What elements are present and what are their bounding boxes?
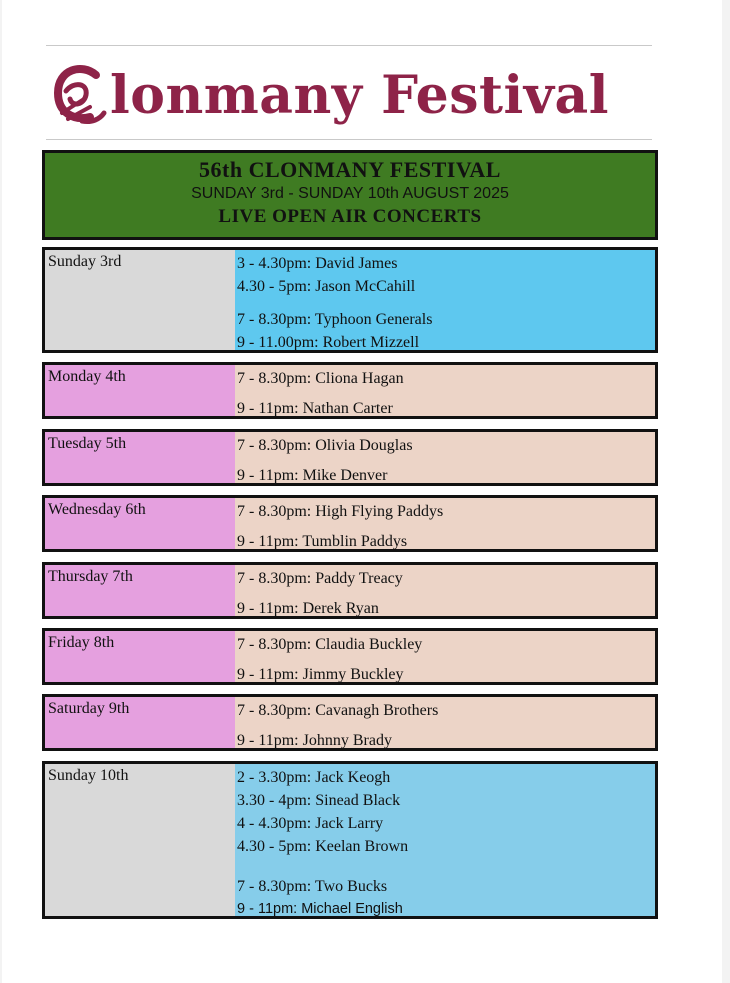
day-row-sunday-3rd bbox=[42, 247, 658, 353]
act-list bbox=[235, 432, 655, 483]
day-name: Tuesday 5th bbox=[45, 432, 235, 483]
act-item: 3 - 4.30pm: David James bbox=[237, 255, 398, 272]
day-name: Thursday 7th bbox=[45, 565, 235, 616]
act-list bbox=[235, 250, 655, 350]
day-name: Saturday 9th bbox=[45, 697, 235, 748]
day-row-sunday-10th bbox=[42, 761, 658, 919]
act-item: 7 - 8.30pm: Olivia Douglas bbox=[237, 437, 413, 454]
top-divider bbox=[46, 45, 652, 46]
banner-subtitle: LIVE OPEN AIR CONCERTS bbox=[218, 206, 482, 227]
act-item: 9 - 11pm: Tumblin Paddys bbox=[237, 533, 408, 550]
act-list bbox=[235, 365, 655, 416]
festival-banner bbox=[42, 150, 658, 240]
day-row-friday-8th bbox=[42, 628, 658, 685]
day-row-saturday-9th bbox=[42, 694, 658, 751]
festival-logo bbox=[52, 58, 652, 134]
act-list bbox=[235, 697, 655, 748]
act-item: 4.30 - 5pm: Jason McCahill bbox=[237, 278, 416, 295]
c-swirl-icon bbox=[52, 61, 114, 131]
act-list bbox=[235, 565, 655, 616]
act-item: 4 - 4.30pm: Jack Larry bbox=[237, 815, 384, 832]
logo-text: lonmany Festival bbox=[110, 65, 609, 126]
banner-title: 56th CLONMANY FESTIVAL bbox=[199, 157, 501, 182]
day-name: Monday 4th bbox=[45, 365, 235, 416]
day-name: Sunday 3rd bbox=[45, 250, 235, 350]
act-item: 9 - 11pm: Mike Denver bbox=[237, 467, 388, 484]
day-name: Sunday 10th bbox=[45, 764, 235, 916]
act-item: 3.30 - 4pm: Sinead Black bbox=[237, 792, 401, 809]
act-item: 2 - 3.30pm: Jack Keogh bbox=[237, 769, 391, 786]
act-item: 7 - 8.30pm: Two Bucks bbox=[237, 878, 388, 895]
poster-page bbox=[2, 0, 722, 983]
day-name: Wednesday 6th bbox=[45, 498, 235, 549]
day-row-thursday-7th bbox=[42, 562, 658, 619]
act-item: 4.30 - 5pm: Keelan Brown bbox=[237, 838, 409, 855]
act-item: 9 - 11pm: Johnny Brady bbox=[237, 732, 392, 749]
day-name: Friday 8th bbox=[45, 631, 235, 682]
act-list bbox=[235, 764, 655, 916]
act-item: 7 - 8.30pm: Paddy Treacy bbox=[237, 570, 403, 587]
act-item: 7 - 8.30pm: Cliona Hagan bbox=[237, 370, 404, 387]
day-row-monday-4th bbox=[42, 362, 658, 419]
act-item: 9 - 11pm: Michael English bbox=[237, 901, 403, 917]
bottom-divider bbox=[46, 139, 652, 140]
act-item: 7 - 8.30pm: High Flying Paddys bbox=[237, 503, 444, 520]
act-item: 9 - 11pm: Jimmy Buckley bbox=[237, 666, 404, 683]
act-item: 9 - 11pm: Nathan Carter bbox=[237, 400, 393, 417]
act-list bbox=[235, 631, 655, 682]
act-item: 9 - 11pm: Derek Ryan bbox=[237, 600, 379, 617]
act-item: 7 - 8.30pm: Typhoon Generals bbox=[237, 311, 433, 328]
act-item: 9 - 11.00pm: Robert Mizzell bbox=[237, 334, 420, 351]
act-item: 7 - 8.30pm: Claudia Buckley bbox=[237, 636, 423, 653]
act-list bbox=[235, 498, 655, 549]
banner-dates: SUNDAY 3rd - SUNDAY 10th AUGUST 2025 bbox=[191, 185, 509, 202]
act-item: 7 - 8.30pm: Cavanagh Brothers bbox=[237, 702, 439, 719]
day-row-wednesday-6th bbox=[42, 495, 658, 552]
day-row-tuesday-5th bbox=[42, 429, 658, 486]
